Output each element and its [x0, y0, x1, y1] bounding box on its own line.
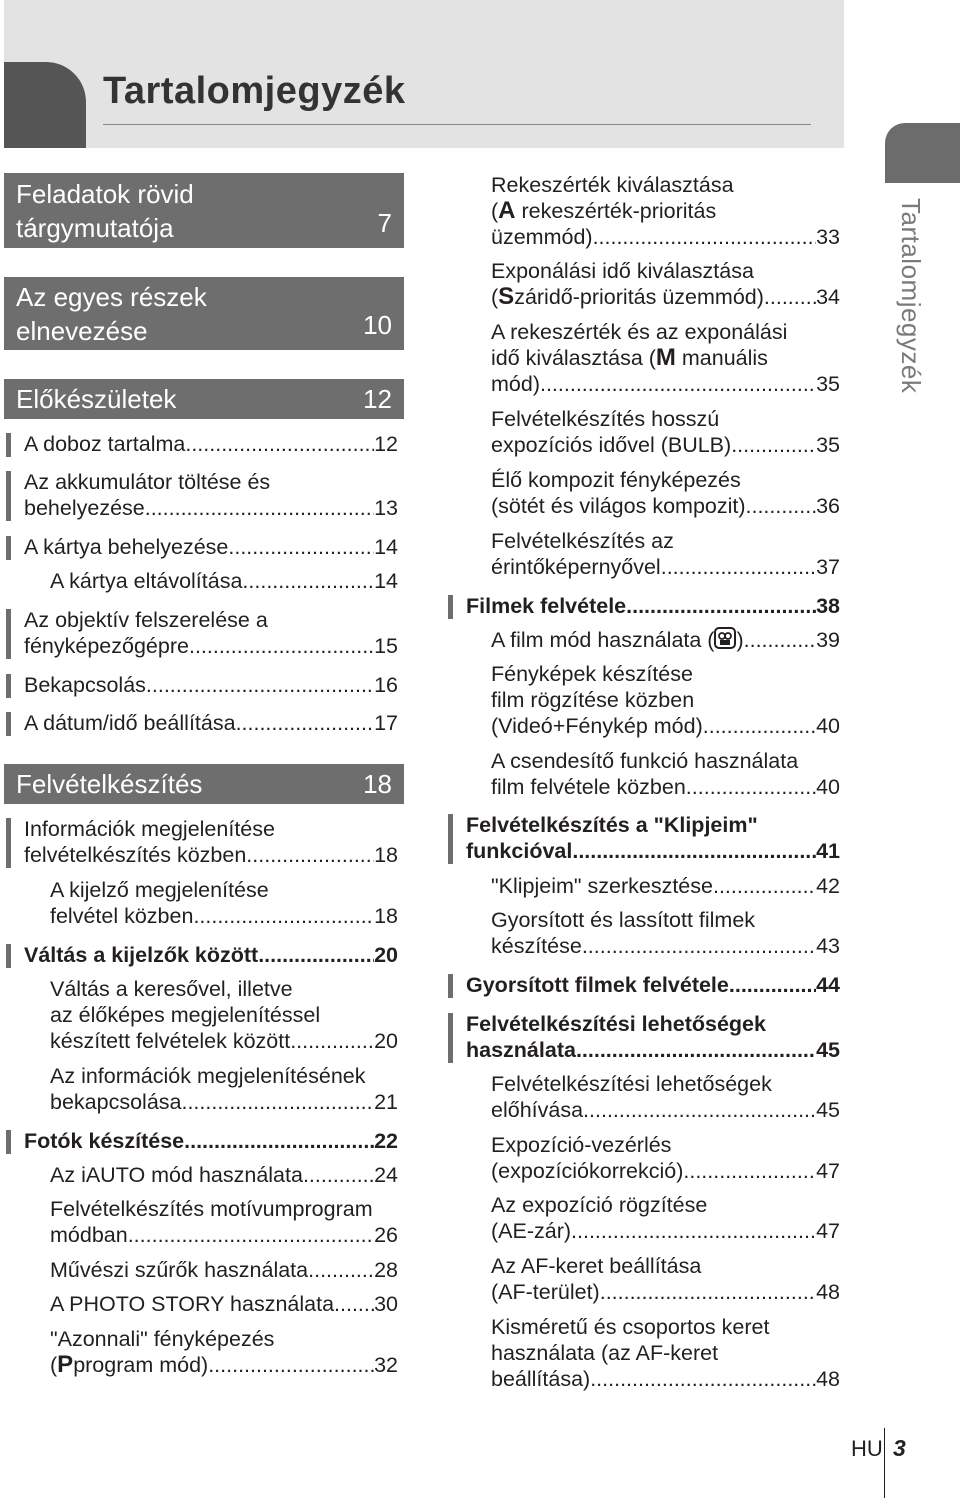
- entry-bar: [6, 433, 11, 457]
- toc-entry[interactable]: [50, 1063, 398, 1115]
- section-header[interactable]: [4, 764, 404, 804]
- entry-page: 43: [816, 934, 840, 958]
- entry-page: 40: [816, 775, 840, 799]
- dot-leader: [189, 633, 374, 659]
- toc-entry[interactable]: [24, 1128, 398, 1154]
- entry-text: Élő kompozit fényképezés: [491, 468, 741, 492]
- entry-text: idő kiválasztása (: [491, 346, 656, 370]
- side-label: Tartalomjegyzék: [896, 198, 926, 394]
- toc-entry[interactable]: [50, 1291, 398, 1317]
- entry-text: Az iAUTO mód használata: [50, 1163, 303, 1187]
- dot-leader: [185, 431, 374, 457]
- entry-text: módban: [50, 1223, 128, 1247]
- section-page: 12: [363, 384, 392, 414]
- movie-icon: [714, 627, 736, 649]
- toc-entry[interactable]: [50, 1326, 398, 1378]
- dot-leader: [181, 1089, 374, 1115]
- entry-text: Művészi szűrők használata: [50, 1258, 309, 1282]
- entry-text: Felvételkészítés hosszú: [491, 407, 720, 431]
- entry-text: Az objektív felszerelése a: [24, 608, 268, 632]
- dot-leader: [576, 1037, 816, 1063]
- toc-entry[interactable]: [24, 816, 398, 868]
- entry-text: előhívása: [491, 1098, 584, 1122]
- toc-entry[interactable]: [491, 661, 840, 739]
- toc-entry[interactable]: [466, 812, 840, 864]
- toc-entry[interactable]: [466, 593, 840, 619]
- toc-entry[interactable]: [491, 406, 840, 458]
- title-rule: [103, 124, 811, 125]
- toc-entry[interactable]: [50, 1162, 398, 1188]
- dot-leader: [590, 1366, 816, 1392]
- entry-page: 22: [374, 1129, 398, 1153]
- side-tab: [885, 123, 960, 183]
- dot-leader: [308, 1257, 374, 1283]
- entry-page: 24: [374, 1163, 398, 1187]
- entry-bar: [6, 712, 11, 736]
- entry-page: 42: [816, 874, 840, 898]
- section-title: elnevezése: [16, 316, 148, 346]
- entry-bar: [6, 818, 11, 868]
- entry-page: 37: [816, 555, 840, 579]
- entry-page: 33: [816, 225, 840, 249]
- entry-page: 36: [816, 494, 840, 518]
- entry-text: felvételkészítés közben: [24, 843, 247, 867]
- page-number: 3: [893, 1435, 906, 1461]
- entry-page: 18: [374, 904, 398, 928]
- entry-page: 41: [816, 839, 840, 863]
- toc-entry[interactable]: [24, 672, 398, 698]
- section-page: 10: [363, 310, 392, 340]
- entry-text: Felvételkészítési lehetőségek: [466, 1012, 766, 1036]
- dot-leader: [729, 972, 816, 998]
- entry-page: 14: [374, 569, 398, 593]
- entry-text: Bekapcsolás: [24, 673, 146, 697]
- dot-leader: [334, 1291, 374, 1317]
- dot-leader: [583, 1097, 816, 1123]
- section-header[interactable]: [4, 173, 404, 248]
- entry-text: Felvételkészítés az: [491, 529, 674, 553]
- entry-bar: [448, 1013, 453, 1063]
- entry-text: Expozíció-vezérlés: [491, 1133, 672, 1157]
- toc-entry[interactable]: [491, 172, 840, 250]
- toc-entry[interactable]: [466, 1011, 840, 1063]
- dot-leader: [683, 1158, 816, 1184]
- dot-leader: [600, 1279, 816, 1305]
- movie-icon-svg: [714, 627, 736, 649]
- entry-page: 44: [816, 973, 840, 997]
- open-paren: (: [491, 285, 499, 309]
- entry-text: készített felvételek között: [50, 1029, 291, 1053]
- entry-text: A kártya behelyezése: [24, 535, 229, 559]
- toc-entry[interactable]: [24, 607, 398, 659]
- entry-text: "Azonnali" fényképezés: [50, 1327, 275, 1351]
- entry-bar: [6, 471, 11, 521]
- entry-text: Az információk megjelenítésének: [50, 1064, 366, 1088]
- entry-text: fényképezőgépre: [24, 634, 189, 658]
- entry-page: 12: [374, 432, 398, 456]
- entry-page: 28: [374, 1258, 398, 1282]
- entry-text: üzemmód): [491, 225, 593, 249]
- title-tab: [4, 62, 86, 148]
- entry-text: A PHOTO STORY használata: [50, 1292, 335, 1316]
- entry-text: Váltás a keresővel, illetve: [50, 977, 293, 1001]
- entry-text: Az AF-keret beállítása: [491, 1254, 702, 1278]
- dot-leader: [193, 903, 374, 929]
- toc-entry[interactable]: [24, 942, 398, 968]
- section-page: 7: [377, 208, 392, 238]
- section-title: Az egyes részek: [16, 282, 207, 312]
- dot-leader: [572, 838, 816, 864]
- toc-entry[interactable]: [491, 467, 840, 519]
- entry-text: Váltás a kijelzők között: [24, 943, 259, 967]
- toc-entry[interactable]: [491, 748, 840, 800]
- dot-leader: [228, 534, 374, 560]
- toc-entry[interactable]: [50, 568, 398, 594]
- toc-entry[interactable]: [491, 907, 840, 959]
- entry-text: film felvétele közben: [491, 775, 686, 799]
- open-paren: (: [491, 199, 499, 223]
- toc-entry[interactable]: [24, 469, 398, 521]
- footer-rule: [884, 1428, 885, 1498]
- shutter-mode-icon: S: [498, 283, 515, 310]
- entry-text: érintőképernyővel: [491, 555, 661, 579]
- dot-leader: [626, 593, 816, 619]
- entry-text: Információk megjelenítése: [24, 817, 275, 841]
- entry-page: 39: [816, 628, 840, 652]
- entry-text: Rekeszérték kiválasztása: [491, 173, 734, 197]
- entry-page: 48: [816, 1367, 840, 1391]
- entry-page: 38: [816, 594, 840, 618]
- dot-leader: [731, 432, 816, 458]
- toc-entry[interactable]: [466, 972, 840, 998]
- dot-leader: [593, 224, 817, 250]
- entry-text: (AE-zár): [491, 1219, 572, 1243]
- entry-page: 35: [816, 433, 840, 457]
- entry-page: 14: [374, 535, 398, 559]
- dot-leader: [146, 672, 374, 698]
- entry-page: 30: [374, 1292, 398, 1316]
- dot-leader: [242, 568, 374, 594]
- entry-text: készítése: [491, 934, 582, 958]
- aperture-mode-icon: A: [498, 197, 516, 224]
- dot-leader: [571, 1218, 816, 1244]
- entry-text: felvétel közben: [50, 904, 194, 928]
- entry-text: bekapcsolása: [50, 1090, 182, 1114]
- entry-page: 35: [816, 372, 840, 396]
- entry-text: záridő-prioritás üzemmód): [514, 285, 764, 309]
- open-paren: (: [50, 1353, 58, 1377]
- dot-leader: [713, 873, 816, 899]
- entry-text: mód): [491, 372, 540, 396]
- entry-text: behelyezése: [24, 496, 145, 520]
- entry-bar: [6, 674, 11, 698]
- entry-page: 45: [816, 1098, 840, 1122]
- entry-text: Gyorsított filmek felvétele: [466, 973, 729, 997]
- dot-leader: [128, 1222, 374, 1248]
- toc-entry[interactable]: [24, 534, 398, 560]
- dot-leader: [290, 1028, 374, 1054]
- dot-leader: [661, 554, 816, 580]
- dot-leader: [703, 713, 816, 739]
- entry-text: rekeszérték-prioritás: [515, 199, 717, 223]
- toc-entry[interactable]: [491, 627, 840, 653]
- dot-leader: [540, 371, 816, 397]
- entry-text: A kijelző megjelenítése: [50, 878, 269, 902]
- entry-text: (expozíciókorrekció): [491, 1159, 684, 1183]
- dot-leader: [764, 284, 816, 310]
- entry-text: A dátum/idő beállítása: [24, 711, 236, 735]
- entry-text: Gyorsított és lassított filmek: [491, 908, 756, 932]
- entry-page: 45: [816, 1038, 840, 1062]
- entry-text: funkcióval: [466, 839, 573, 863]
- entry-bar: [6, 944, 11, 968]
- entry-page: 18: [374, 843, 398, 867]
- toc-entry[interactable]: [491, 873, 840, 899]
- entry-text: használata: [466, 1038, 576, 1062]
- dot-leader: [145, 495, 374, 521]
- entry-page: 26: [374, 1223, 398, 1247]
- toc-entry[interactable]: [491, 1253, 840, 1305]
- toc-entry[interactable]: [491, 1132, 840, 1184]
- entry-page: 47: [816, 1159, 840, 1183]
- dot-leader: [184, 1128, 374, 1154]
- entry-text: Az expozíció rögzítése: [491, 1193, 708, 1217]
- entry-page: 15: [374, 634, 398, 658]
- entry-page: 32: [374, 1353, 398, 1377]
- section-title: Előkészületek: [16, 384, 177, 414]
- section-page: 18: [363, 769, 392, 799]
- entry-text: manuális: [675, 346, 768, 370]
- entry-page: 20: [374, 1029, 398, 1053]
- entry-text: Felvételkészítési lehetőségek: [491, 1072, 772, 1096]
- dot-leader: [208, 1352, 374, 1378]
- entry-bar: [448, 974, 453, 998]
- entry-text: Exponálási idő kiválasztása: [491, 259, 754, 283]
- entry-page: 17: [374, 711, 398, 735]
- entry-text: program mód): [73, 1353, 209, 1377]
- entry-bar: [448, 595, 453, 619]
- footer-language: HU: [851, 1436, 883, 1461]
- toc-entry[interactable]: [491, 319, 840, 397]
- entry-text: Az akkumulátor töltése és: [24, 470, 271, 494]
- entry-bar: [6, 609, 11, 659]
- entry-text: Fényképek készítése: [491, 662, 693, 686]
- entry-text: Fotók készítése: [24, 1129, 185, 1153]
- manual-mode-icon: M: [655, 344, 676, 371]
- entry-text: Kisméretű és csoportos keret: [491, 1315, 770, 1339]
- toc-entry[interactable]: [50, 976, 398, 1054]
- entry-text: A film mód használata (: [491, 628, 715, 652]
- entry-text: A rekeszérték és az exponálási: [491, 320, 788, 344]
- entry-text: "Klipjeim" szerkesztése: [491, 874, 713, 898]
- dot-leader: [746, 493, 817, 519]
- dot-leader: [258, 942, 374, 968]
- entry-page: 34: [816, 285, 840, 309]
- entry-page: 16: [374, 673, 398, 697]
- entry-text: (AF-terület): [491, 1280, 600, 1304]
- toc-entry[interactable]: [491, 258, 840, 310]
- entry-text: (sötét és világos kompozit): [491, 494, 746, 518]
- dot-leader: [246, 842, 374, 868]
- entry-text: ): [736, 628, 744, 652]
- entry-text: Felvételkészítés motívumprogram: [50, 1197, 373, 1221]
- toc-entry[interactable]: [24, 431, 398, 457]
- entry-text: (Videó+Fénykép mód): [491, 714, 703, 738]
- toc-entry[interactable]: [491, 1192, 840, 1244]
- toc-entry[interactable]: [50, 877, 398, 929]
- dot-leader: [303, 1162, 374, 1188]
- entry-text: Filmek felvétele: [466, 594, 627, 618]
- section-title: Felvételkészítés: [16, 769, 203, 799]
- entry-text: A doboz tartalma: [24, 432, 186, 456]
- section-title: Feladatok rövid: [16, 179, 194, 209]
- toc-entry[interactable]: [24, 710, 398, 736]
- entry-page: 21: [374, 1090, 398, 1114]
- toc-entry[interactable]: [491, 1314, 840, 1392]
- entry-page: 13: [374, 496, 398, 520]
- dot-leader: [744, 627, 816, 653]
- section-header[interactable]: [4, 379, 404, 419]
- program-mode-icon: P: [57, 1351, 74, 1378]
- entry-text: film rögzítése közben: [491, 688, 695, 712]
- toc-entry[interactable]: [491, 1071, 840, 1123]
- entry-page: 20: [374, 943, 398, 967]
- dot-leader: [236, 710, 375, 736]
- dot-leader: [582, 933, 816, 959]
- dot-leader: [686, 774, 816, 800]
- page-title: Tartalomjegyzék: [103, 70, 406, 112]
- entry-bar: [448, 814, 453, 864]
- entry-text: Felvételkészítés a "Klipjeim": [466, 813, 758, 837]
- entry-text: expozíciós idővel (BULB): [491, 433, 732, 457]
- toc-entry[interactable]: [50, 1196, 398, 1248]
- entry-page: 40: [816, 714, 840, 738]
- entry-text: beállítása): [491, 1367, 591, 1391]
- entry-text: A csendesítő funkció használata: [491, 749, 799, 773]
- toc-entry[interactable]: [491, 528, 840, 580]
- entry-bar: [6, 1130, 11, 1154]
- entry-text: A kártya eltávolítása: [50, 569, 243, 593]
- entry-bar: [6, 536, 11, 560]
- entry-page: 47: [816, 1219, 840, 1243]
- entry-page: 48: [816, 1280, 840, 1304]
- section-header[interactable]: [4, 277, 404, 350]
- entry-text: használata (az AF-keret: [491, 1341, 719, 1365]
- entry-text: az élőképes megjelenítéssel: [50, 1003, 321, 1027]
- toc-entry[interactable]: [50, 1257, 398, 1283]
- section-title: tárgymutatója: [16, 213, 174, 243]
